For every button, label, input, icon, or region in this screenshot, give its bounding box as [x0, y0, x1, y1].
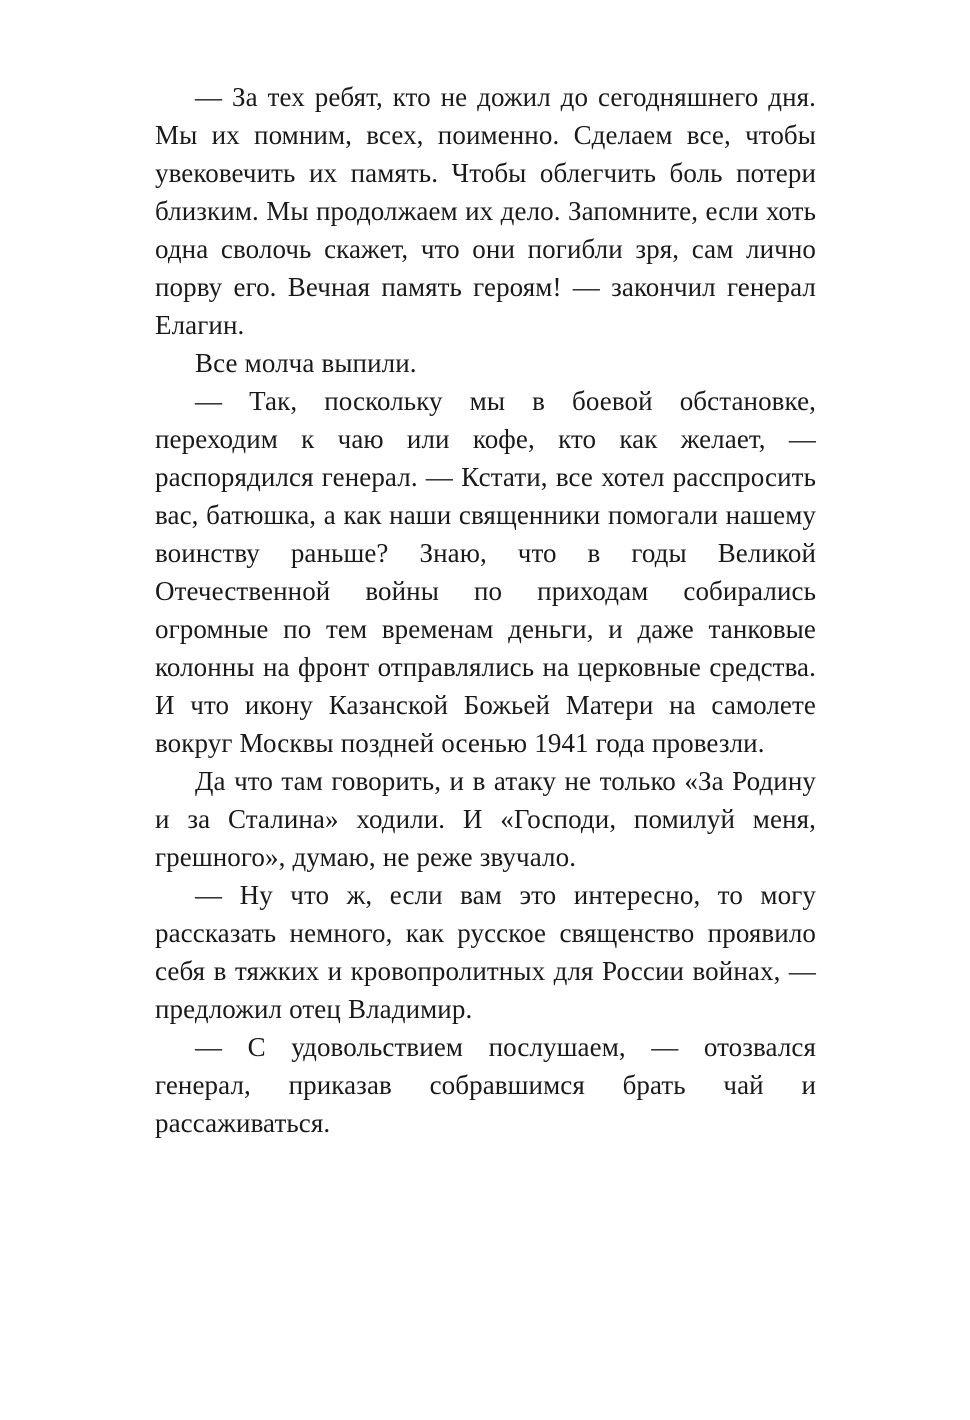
paragraph: — Так, поскольку мы в боевой обстановке, переходим к чаю или кофе, кто как желает, — распорядился генерал. — Кстати, все хотел расспросить вас, батюшка, а как наши священники помогали нашему воинству раньше? Знаю, что в годы Великой Отечественной войны по приходам собирались огромные по тем временам деньги, и даже танковые колонны на фронт отправлялись на церковные средства. И что икону Казанской Божьей Матери на самолете вокруг Москвы поздней осенью 1941 года провезли. [155, 386, 816, 758]
paragraph: Да что там говорить, и в атаку не только «За Родину и за Сталина» ходили. И «Господи, помилуй меня, грешного», думаю, не реже звучало. [155, 766, 816, 872]
page-text-block [155, 78, 816, 1142]
paragraph: Все молча выпили. [195, 348, 417, 378]
paragraph: — С удовольствием послушаем, — отозвался генерал, приказав собравшимся брать чай и рассаживаться. [155, 1032, 816, 1138]
paragraph: — За тех ребят, кто не дожил до сегодняшнего дня. Мы их помним, всех, поименно. Сделаем все, чтобы увековечить их память. Чтобы облегчить боль потери близким. Мы продолжаем их дело. Запомните, если хоть одна сволочь скажет, что они погибли зря, сам лично порву его. Вечная память героям! — закончил генерал Елагин. [155, 82, 816, 340]
paragraph: — Ну что ж, если вам это интересно, то могу рассказать немного, как русское священство проявило себя в тяжких и кровопролитных для России войнах, — предложил отец Владимир. [155, 880, 816, 1024]
